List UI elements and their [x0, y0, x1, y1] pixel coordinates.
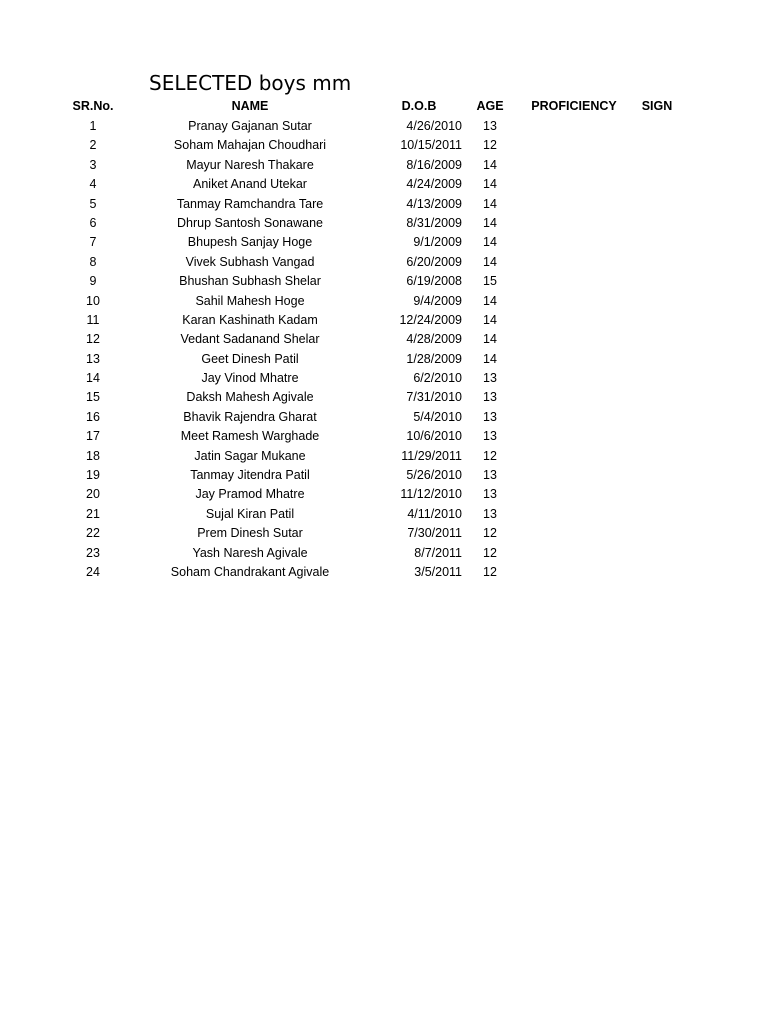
table-body [0, 117, 768, 582]
cell-name: Geet Dinesh Patil [201, 351, 299, 366]
table-row [0, 408, 768, 427]
cell-name: Jatin Sagar Mukane [194, 448, 306, 463]
cell-proficiency [524, 330, 624, 348]
cell-name: Jay Pramod Mhatre [195, 487, 305, 502]
cell-sign [632, 156, 682, 174]
table-row [0, 524, 768, 543]
cell-age: 12 [483, 545, 497, 560]
cell-sign [632, 253, 682, 271]
cell-age: 13 [483, 468, 497, 483]
cell-age: 14 [483, 235, 497, 250]
cell-sign [632, 214, 682, 232]
cell-sr-no: 16 [86, 409, 100, 424]
cell-age: 13 [483, 429, 497, 444]
cell-dob: 8/16/2009 [406, 157, 462, 172]
cell-sr-no: 14 [86, 371, 100, 386]
cell-dob: 12/24/2009 [399, 312, 462, 327]
cell-age: 15 [483, 274, 497, 289]
cell-age: 14 [483, 254, 497, 269]
cell-sign [632, 505, 682, 523]
cell-dob: 8/31/2009 [406, 215, 462, 230]
cell-proficiency [524, 292, 624, 310]
cell-dob: 4/11/2010 [407, 506, 462, 521]
cell-proficiency [524, 427, 624, 445]
cell-sign [632, 233, 682, 251]
cell-proficiency [524, 156, 624, 174]
cell-dob: 3/5/2011 [414, 564, 462, 579]
cell-sign [632, 485, 682, 503]
cell-proficiency [524, 195, 624, 213]
cell-sr-no: 8 [89, 254, 97, 269]
cell-sr-no: 24 [86, 564, 100, 579]
cell-sr-no: 12 [86, 332, 100, 347]
cell-sign [632, 117, 682, 135]
cell-age: 13 [483, 119, 497, 133]
cell-sr-no: 9 [89, 274, 97, 289]
cell-dob: 1/28/2009 [406, 351, 462, 366]
cell-age: 14 [483, 293, 497, 308]
cell-name: Tanmay Jitendra Patil [190, 468, 310, 483]
cell-sign [632, 563, 682, 581]
cell-sign [632, 330, 682, 348]
cell-name: Meet Ramesh Warghade [180, 429, 320, 444]
cell-sign [632, 447, 682, 465]
table-row [0, 175, 768, 194]
cell-sign [632, 175, 682, 193]
header-proficiency: PROFICIENCY [531, 99, 617, 113]
cell-name: Soham Mahajan Choudhari [173, 138, 327, 153]
cell-proficiency [524, 447, 624, 465]
cell-name: Bhushan Subhash Shelar [179, 274, 321, 289]
table-row [0, 311, 768, 330]
cell-name: Mayur Naresh Thakare [186, 157, 314, 172]
cell-dob: 6/19/2008 [406, 274, 462, 289]
table-row [0, 272, 768, 291]
cell-age: 13 [483, 390, 497, 405]
cell-age: 14 [483, 351, 497, 366]
table-row [0, 388, 768, 407]
cell-sr-no: 1 [89, 119, 97, 133]
cell-age: 12 [483, 526, 497, 541]
cell-age: 14 [483, 312, 497, 327]
cell-dob: 11/29/2011 [401, 448, 462, 463]
table-row [0, 233, 768, 252]
table-row [0, 466, 768, 485]
cell-sr-no: 5 [89, 196, 97, 211]
cell-sr-no: 22 [86, 526, 100, 541]
cell-sr-no: 20 [86, 487, 100, 502]
cell-sr-no: 18 [86, 448, 100, 463]
cell-age: 14 [483, 177, 497, 192]
cell-name: Vedant Sadanand Shelar [180, 332, 320, 347]
table-row [0, 447, 768, 466]
cell-dob: 4/26/2010 [406, 119, 462, 133]
cell-proficiency [524, 485, 624, 503]
cell-proficiency [524, 253, 624, 271]
header-dob: D.O.B [401, 99, 437, 113]
cell-sr-no: 6 [89, 215, 97, 230]
cell-dob: 6/2/2010 [413, 371, 462, 386]
cell-name: Bhupesh Sanjay Hoge [187, 235, 313, 250]
cell-name: Daksh Mahesh Agivale [186, 390, 314, 405]
cell-dob: 4/28/2009 [406, 332, 462, 347]
cell-sign [632, 311, 682, 329]
cell-sr-no: 2 [89, 138, 97, 153]
cell-sr-no: 7 [89, 235, 97, 250]
cell-dob: 6/20/2009 [406, 254, 462, 269]
cell-name: Jay Vinod Mhatre [201, 371, 299, 386]
cell-sign [632, 195, 682, 213]
table-row [0, 485, 768, 504]
cell-age: 13 [483, 487, 497, 502]
cell-proficiency [524, 233, 624, 251]
table-row [0, 369, 768, 388]
cell-dob: 4/24/2009 [406, 177, 462, 192]
table-row [0, 156, 768, 175]
cell-sign [632, 544, 682, 562]
cell-name: Karan Kashinath Kadam [182, 312, 318, 327]
table-row [0, 253, 768, 272]
cell-age: 12 [483, 564, 497, 579]
table-row [0, 505, 768, 524]
table-header-row [0, 97, 768, 115]
cell-sign [632, 350, 682, 368]
cell-dob: 9/1/2009 [413, 235, 462, 250]
cell-dob: 7/31/2010 [406, 390, 462, 405]
header-name: NAME [231, 99, 269, 113]
cell-dob: 5/4/2010 [413, 409, 462, 424]
cell-proficiency [524, 466, 624, 484]
cell-proficiency [524, 311, 624, 329]
cell-proficiency [524, 175, 624, 193]
table-row [0, 350, 768, 369]
cell-sign [632, 292, 682, 310]
cell-name: Tanmay Ramchandra Tare [176, 196, 324, 211]
cell-sr-no: 13 [86, 351, 100, 366]
cell-age: 14 [483, 215, 497, 230]
cell-dob: 5/26/2010 [406, 468, 462, 483]
cell-sign [632, 466, 682, 484]
table-row [0, 330, 768, 349]
cell-sign [632, 136, 682, 154]
cell-name: Vivek Subhash Vangad [185, 254, 315, 269]
header-age: AGE [476, 99, 504, 113]
cell-age: 13 [483, 371, 497, 386]
table-row [0, 563, 768, 582]
cell-sr-no: 10 [86, 293, 100, 308]
cell-proficiency [524, 505, 624, 523]
cell-age: 14 [483, 196, 497, 211]
cell-sr-no: 23 [86, 545, 100, 560]
table-row [0, 427, 768, 446]
table-row [0, 136, 768, 155]
table-row [0, 292, 768, 311]
cell-dob: 9/4/2009 [413, 293, 462, 308]
cell-sign [632, 369, 682, 387]
cell-sr-no: 19 [86, 468, 100, 483]
cell-proficiency [524, 408, 624, 426]
cell-age: 14 [483, 157, 497, 172]
sheet-title: SELECTED boys mm [149, 71, 352, 95]
cell-proficiency [524, 563, 624, 581]
cell-sign [632, 524, 682, 542]
cell-name: Bhavik Rajendra Gharat [183, 409, 317, 424]
cell-proficiency [524, 524, 624, 542]
cell-sr-no: 17 [86, 429, 100, 444]
cell-age: 12 [483, 138, 497, 153]
cell-dob: 10/15/2011 [400, 138, 462, 153]
cell-name: Sujal Kiran Patil [205, 506, 295, 521]
cell-dob: 4/13/2009 [406, 196, 462, 211]
cell-age: 12 [483, 448, 497, 463]
cell-sr-no: 11 [86, 312, 100, 327]
cell-proficiency [524, 350, 624, 368]
cell-dob: 11/12/2010 [400, 487, 462, 502]
cell-sign [632, 408, 682, 426]
cell-name: Sahil Mahesh Hoge [195, 293, 305, 308]
cell-proficiency [524, 136, 624, 154]
cell-sr-no: 3 [89, 157, 97, 172]
cell-age: 13 [483, 506, 497, 521]
cell-name: Dhrup Santosh Sonawane [177, 215, 323, 230]
table-row [0, 117, 768, 136]
cell-proficiency [524, 388, 624, 406]
cell-age: 14 [483, 332, 497, 347]
cell-sign [632, 388, 682, 406]
cell-name: Pranay Gajanan Sutar [188, 119, 312, 133]
cell-sr-no: 15 [86, 390, 100, 405]
header-sr-no: SR.No. [72, 99, 114, 113]
cell-dob: 10/6/2010 [406, 429, 462, 444]
cell-dob: 8/7/2011 [414, 545, 462, 560]
cell-dob: 7/30/2011 [407, 526, 462, 541]
cell-age: 13 [483, 409, 497, 424]
header-sign: SIGN [641, 99, 673, 113]
cell-name: Yash Naresh Agivale [192, 545, 308, 560]
cell-proficiency [524, 544, 624, 562]
cell-proficiency [524, 214, 624, 232]
cell-proficiency [524, 117, 624, 135]
table-row [0, 195, 768, 214]
cell-name: Prem Dinesh Sutar [197, 526, 303, 541]
cell-sr-no: 4 [89, 177, 97, 192]
table-row [0, 544, 768, 563]
cell-name: Soham Chandrakant Agivale [170, 564, 330, 579]
table-row [0, 214, 768, 233]
cell-proficiency [524, 369, 624, 387]
cell-sr-no: 21 [86, 506, 100, 521]
cell-name: Aniket Anand Utekar [193, 177, 307, 192]
cell-sign [632, 427, 682, 445]
cell-sign [632, 272, 682, 290]
cell-proficiency [524, 272, 624, 290]
